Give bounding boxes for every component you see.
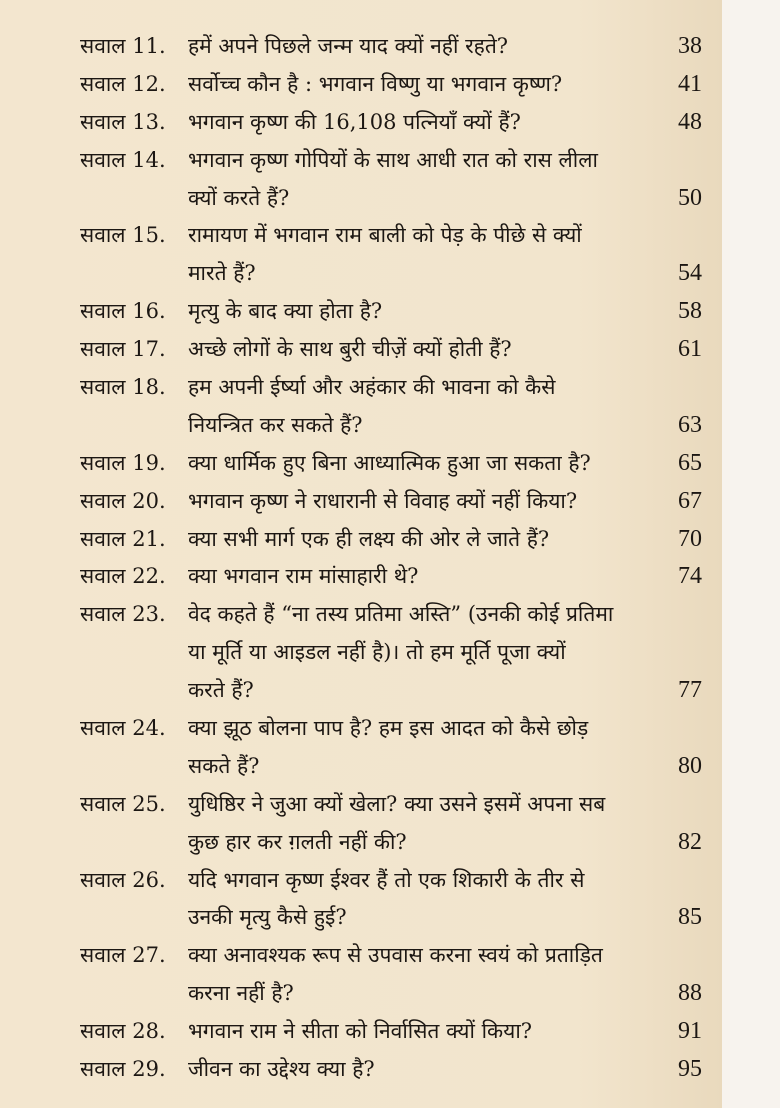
page-number: 38 — [678, 33, 702, 59]
toc-entry-line — [80, 217, 702, 255]
toc-entry — [80, 558, 702, 596]
toc-entry — [80, 596, 702, 710]
toc-entry-line — [80, 975, 702, 1013]
page-number: 85 — [678, 904, 702, 931]
page-number: 88 — [678, 980, 702, 1007]
question-text: क्या झूठ बोलना पाप है? हम इस आदत को कैसे छोड़ — [188, 716, 589, 741]
toc-entry-line — [80, 28, 702, 66]
question-text: क्यों करते हैं? — [188, 185, 290, 210]
page-number: 65 — [678, 449, 702, 476]
question-number: सवाल 29. — [80, 1057, 166, 1082]
question-number: सवाल 15. — [80, 223, 166, 248]
toc-entry-line — [80, 142, 702, 180]
page-number: 54 — [678, 260, 702, 287]
question-number: सवाल 25. — [80, 791, 166, 816]
question-number: सवाल 12. — [80, 71, 166, 96]
toc-entry-line — [80, 293, 702, 331]
toc-entry — [80, 521, 702, 559]
toc-entry-line — [80, 824, 702, 862]
toc-entry-line — [80, 558, 702, 596]
page-number: 41 — [678, 70, 702, 97]
toc-entry-line — [80, 786, 702, 824]
question-text: सकते हैं? — [188, 753, 260, 778]
toc-entry-line — [80, 521, 702, 559]
question-text: क्या अनावश्यक रूप से उपवास करना स्वयं को प्रताड़ित — [188, 943, 603, 968]
question-text: क्या धार्मिक हुए बिना आध्यात्मिक हुआ जा सकता है? — [188, 450, 591, 475]
question-number: सवाल 23. — [80, 602, 166, 627]
question-text: क्या सभी मार्ग एक ही लक्ष्य की ओर ले जाते हैं? — [188, 526, 550, 551]
question-text: या मूर्ति या आइडल नहीं है)। तो हम मूर्ति पूजा क्यों — [188, 640, 566, 665]
toc-entry-line — [80, 899, 702, 937]
toc-entry-line — [80, 255, 702, 293]
question-number: सवाल 18. — [80, 375, 166, 400]
toc-entry — [80, 104, 702, 142]
question-text: मृत्यु के बाद क्या होता है? — [188, 299, 383, 324]
question-text: क्या भगवान राम मांसाहारी थे? — [188, 564, 419, 589]
question-text: करते हैं? — [188, 678, 254, 703]
question-number: सवाल 17. — [80, 337, 166, 362]
question-number: सवाल 24. — [80, 716, 166, 741]
page-margin — [722, 0, 780, 1108]
question-text: भगवान राम ने सीता को निर्वासित क्यों किया? — [188, 1019, 533, 1044]
question-text: हमें अपने पिछले जन्म याद क्यों नहीं रहते? — [188, 34, 509, 58]
toc-entry — [80, 937, 702, 1013]
question-text: वेद कहते हैं “ना तस्य प्रतिमा अस्ति” (उनकी कोई प्रतिमा — [188, 602, 614, 627]
toc-entry — [80, 483, 702, 521]
page-number: 74 — [678, 563, 702, 590]
page-number: 58 — [678, 298, 702, 325]
question-text: करना नहीं है? — [188, 981, 294, 1006]
toc-entry — [80, 28, 702, 66]
toc-entry-line — [80, 180, 702, 218]
question-text: भगवान कृष्ण की 16,108 पत्नियाँ क्यों हैं? — [188, 109, 521, 134]
question-text: जीवन का उद्देश्य क्या है? — [188, 1057, 375, 1082]
page-number: 95 — [678, 1056, 702, 1083]
toc-entry — [80, 445, 702, 483]
toc-entry-line — [80, 937, 702, 975]
page-number: 80 — [678, 752, 702, 779]
toc-entry-line — [80, 596, 702, 634]
question-text: सर्वोच्च कौन है : भगवान विष्णु या भगवान कृष्ण? — [188, 71, 563, 96]
toc-entry — [80, 369, 702, 445]
page-number: 48 — [678, 108, 702, 135]
toc-entry — [80, 862, 702, 938]
toc-entry-line — [80, 862, 702, 900]
question-text: मारते हैं? — [188, 261, 256, 286]
toc-entry-line — [80, 407, 702, 445]
page-number: 61 — [678, 336, 702, 363]
toc-entry — [80, 331, 702, 369]
question-number: सवाल 27. — [80, 943, 166, 968]
question-number: सवाल 22. — [80, 564, 166, 589]
question-text: हम अपनी ईर्ष्या और अहंकार की भावना को कैसे — [188, 375, 556, 400]
toc-entry-line — [80, 748, 702, 786]
toc-entry — [80, 1013, 702, 1051]
toc-entry — [80, 786, 702, 862]
page-number: 63 — [678, 411, 702, 438]
toc-entry — [80, 66, 702, 104]
question-text: रामायण में भगवान राम बाली को पेड़ के पीछे से क्यों — [188, 223, 582, 248]
toc-entry-line — [80, 483, 702, 521]
page-number: 77 — [678, 677, 702, 704]
question-number: सवाल 28. — [80, 1019, 166, 1044]
page-number: 70 — [678, 525, 702, 552]
question-text: अच्छे लोगों के साथ बुरी चीज़ें क्यों होती हैं? — [188, 337, 512, 362]
question-text: यदि भगवान कृष्ण ईश्वर हैं तो एक शिकारी के तीर से — [188, 867, 585, 892]
toc-entry-line — [80, 1013, 702, 1051]
toc-entry — [80, 293, 702, 331]
toc-entry — [80, 142, 702, 218]
question-number: सवाल 13. — [80, 109, 166, 134]
page-number: 67 — [678, 487, 702, 514]
question-number: सवाल 19. — [80, 450, 166, 475]
toc-entry-line — [80, 1051, 702, 1089]
question-number: सवाल 20. — [80, 488, 166, 513]
toc-entry-line — [80, 672, 702, 710]
toc-entry-line — [80, 710, 702, 748]
toc-entry-line — [80, 634, 702, 672]
question-text: भगवान कृष्ण गोपियों के साथ आधी रात को रास लीला — [188, 147, 598, 172]
question-number: सवाल 26. — [80, 867, 166, 892]
toc-entry — [80, 217, 702, 293]
page-number: 82 — [678, 828, 702, 855]
question-number: सवाल 21. — [80, 526, 166, 551]
toc-entry-line — [80, 369, 702, 407]
page-number: 91 — [678, 1018, 702, 1045]
question-number: सवाल 16. — [80, 299, 166, 324]
table-of-contents — [80, 28, 702, 1089]
toc-entry — [80, 1051, 702, 1089]
toc-entry-line — [80, 445, 702, 483]
toc-entry-line — [80, 331, 702, 369]
toc-entry-line — [80, 104, 702, 142]
question-text: भगवान कृष्ण ने राधारानी से विवाह क्यों नहीं किया? — [188, 488, 578, 513]
question-text: नियन्त्रित कर सकते हैं? — [188, 412, 363, 437]
question-text: युधिष्ठिर ने जुआ क्यों खेला? क्या उसने इसमें अपना सब — [188, 791, 606, 816]
toc-entry — [80, 710, 702, 786]
toc-entry-line — [80, 66, 702, 104]
question-text: कुछ हार कर ग़लती नहीं की? — [188, 829, 407, 854]
question-text: उनकी मृत्यु कैसे हुई? — [188, 905, 347, 930]
question-number: सवाल 11. — [80, 34, 166, 58]
page-number: 50 — [678, 184, 702, 211]
question-number: सवाल 14. — [80, 147, 166, 172]
